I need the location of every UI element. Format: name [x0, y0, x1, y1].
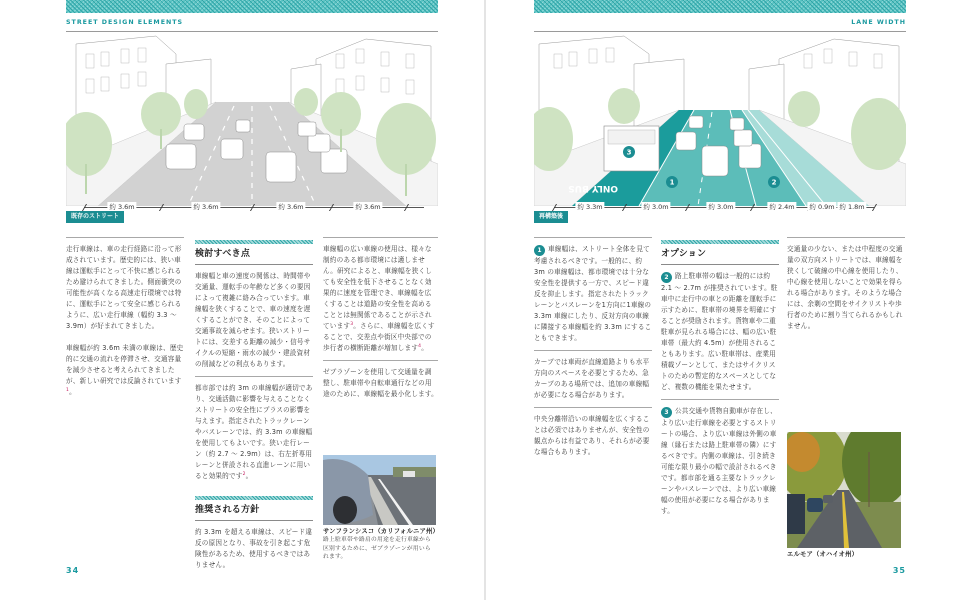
body-paragraph: 1 車線幅は、ストリート全体を見て考慮されるべきです。一般的に、約 3m の車線幅は、都市環境では十分な安全性を提供する一方で、スピード違反を抑止します。指定されたトラックレーンとバスレーンを1方向に1車線の3.3m 車線にしたり、反対方向の車線に隣接する車線幅を約 3.3m にすることもできます。 [534, 245, 652, 342]
page-number: 34 [66, 566, 80, 575]
body-paragraph: 2 路上駐車帯の幅は一般的には約 2.1 〜 2.7m が推奨されています。駐車中に走行中の車との距離を運転手に示すために、駐車帯の境界を明確にすることが奨励されます。貨物車や二重駐車が見られる場合には、幅の広い駐車帯（最大約 4.5m）が使用されることもあります。広い駐車帯は、産業用積載ゾーンとして、またはサイクリストのための暫定的なスペースとしてなど、複数の機能を果たせます。 [661, 272, 778, 391]
photo-caption [787, 550, 901, 559]
paragraph-rule [323, 360, 438, 361]
bus-lane-marking: ONLY BUS [568, 183, 618, 193]
dimension-label: 約 0.9m [809, 203, 835, 211]
section-heading [195, 496, 313, 521]
right-column-2 [661, 240, 779, 517]
dimension-label: 約 3.3m [577, 203, 603, 211]
dimension-label: 約 1.8m [839, 203, 865, 211]
body-paragraph: 車線幅と車の速度の関係は、時間帯や交通量、運転手の年齢など多くの要因によって複雑に絡み合っています。車線幅を狭くすることで、車の速度を遅くすることができ、そのことによって交通事故を減らせます。狭いストリートには、交差する距離の減少・信号サイクルの短縮・雨水の減少・建設資材の削減などの利点もあります。 [195, 272, 311, 368]
paragraph-rule [534, 407, 652, 408]
footnote-ref[interactable]: 2 [242, 471, 246, 477]
san-francisco-photo [323, 455, 436, 525]
paragraph-rule [661, 399, 779, 400]
dimension-row [534, 202, 906, 216]
dimension-label: 約 3.0m [643, 203, 669, 211]
number-badge-1: 1 [534, 245, 545, 256]
body-paragraph: 交通量の少ない、または中程度の交通量の双方向ストリートでは、車線幅を狭くして破線の中心線を使用したり、中心線を使用しないことで効果を得られる場合があります。そのような場合には、余剰の空間をサイクリストや歩行者のために割り当てられるかもしれません。 [787, 245, 903, 330]
section-title-considerations: 検討すべき点 [195, 248, 313, 265]
dimension-label: 約 3.0m [708, 203, 734, 211]
dimension-label: 約 3.6m [278, 203, 304, 211]
dimension-label: 約 3.6m [193, 203, 219, 211]
redesigned-street-illustration [534, 34, 906, 206]
body-paragraph: 都市部では約 3m の車線幅が適切であり、交通活動に影響を与えることなくストリートの安全性にプラスの影響を与えます。指定されたトラックレーンやバスレーンでは、約 3.3m の車線幅を使用してもよいです。狭い走行レーン（約 2.7 〜 2.9m）は、右左折専用レーンと併設される直進レーンに用いると効果的です$^2$。 [195, 384, 313, 480]
body-paragraph: 約 3.3m を超える車線は、スピード違反の原因となり、事故を引き起こす危険性があるため、使用するべきではありません。 [195, 528, 313, 569]
header-hatch-bar [66, 0, 438, 13]
column-rule [787, 237, 905, 238]
lane-badge-3: 3 [626, 148, 632, 157]
paragraph-rule [534, 350, 652, 351]
lane-badge-1: 1 [669, 178, 675, 187]
top-rule [66, 31, 438, 32]
body-paragraph: カーブでは車両が直線道路よりも水平方向のスペースを必要とするため、急カーブのある場所では、追加の車線幅が必要になる場合があります。 [534, 358, 650, 399]
left-column-3 [323, 237, 438, 400]
dimension-label: 約 2.4m [769, 203, 795, 211]
body-paragraph: 走行車線は、車の走行経路に沿って形成されています。歴史的には、狭い車線は運転手にとって不快に感じられるため避けられてきました。側面衝突の可能性が高くなる高速走行環境では特に、運転手にとって安全に感じられるように、広い走行車線（幅約 3.3 〜 3.9m）が好まれてきました。 [66, 245, 182, 330]
number-badge-3: 3 [661, 407, 672, 418]
paragraph-rule [195, 376, 313, 377]
footnote-ref[interactable]: 4 [418, 343, 422, 349]
column-rule [66, 237, 184, 238]
right-column-3 [787, 237, 905, 332]
section-heading [661, 240, 779, 265]
section-title-options: オプション [661, 248, 779, 265]
body-paragraph: 中央分離帯沿いの車線幅を広くすることは必須ではありませんが、安全性の観点からは有益であり、それらが必要な場合もあります。 [534, 415, 650, 456]
page-number: 35 [892, 566, 906, 575]
page-gutter [484, 0, 486, 600]
photo-caption [323, 527, 439, 562]
body-paragraph: ゼブラゾーンを使用して交通量を調整し、駐車帯や自転車通行などの用途のために、車線幅を最小化します。 [323, 368, 438, 398]
right-column-1 [534, 237, 652, 458]
section-title-recommended-policy: 推奨される方針 [195, 504, 313, 521]
running-head: LANE WIDTH [851, 19, 906, 26]
body-paragraph: 車線幅が約 3.6m 未満の車線は、歴史的に交通の流れを停滞させ、交通容量を減少させると考えられてきましたが、新しい研究では反論されています$^1$。 [66, 344, 184, 396]
elmore-photo [787, 432, 901, 548]
top-rule [534, 31, 906, 32]
heading-hatch [661, 240, 779, 244]
illustration-tag: 再構築後 [534, 211, 568, 223]
caption-text: 路上駐車帯や路肩の用途を走行車線から区別するために、ゼブラゾーンが用いられます。 [323, 537, 431, 560]
heading-hatch [195, 496, 313, 500]
lane-badge-2: 2 [771, 178, 777, 187]
footnote-ref[interactable]: 1 [66, 387, 70, 393]
dimension-label: 約 3.6m [355, 203, 381, 211]
number-badge-2: 2 [661, 272, 672, 283]
caption-title: エルモア（オハイオ州） [787, 551, 859, 558]
illustration-tag: 既存のストリート [66, 211, 124, 223]
body-paragraph: 車線幅の広い車線の使用は、様々な制約のある都市環境には適しません。研究によると、車線幅を狭くしても安全性を低下させることなく効果的に速度を管理でき、車線幅を広くすることは道路の安全性を高めることとは無関係であることが示されています$^3$。さらに、車線幅を広くすることで、交差点や街区中央部での歩行者の横断距離が増加します$^4$。 [323, 245, 435, 352]
left-column-1 [66, 237, 184, 398]
header-hatch-bar [534, 0, 906, 13]
footnote-ref[interactable]: 3 [350, 321, 354, 327]
left-column-2 [195, 240, 313, 571]
column-rule [323, 237, 438, 238]
existing-street-illustration [66, 34, 438, 206]
right-page [534, 0, 906, 600]
column-rule [534, 237, 652, 238]
running-head: STREET DESIGN ELEMENTS [66, 19, 184, 26]
dimension-label: 約 3.6m [109, 203, 135, 211]
caption-title: サンフランシスコ（カリフォルニア州） [323, 528, 439, 535]
left-page [66, 0, 438, 600]
body-paragraph: 3 公共交通や貨物自動車が存在し、より広い走行車線を必要とするストリートの場合、より広い車線は外側の車線（縁石または路上駐車帯の隣）にするべきです。内側の車線は、引き続き可能な限り最小の幅で設計されるべきです。都市部を通る主要なトラックレーンやバスレーンでは、より広い車線幅の使用が必要になる場合があります。 [661, 407, 777, 515]
heading-hatch [195, 240, 313, 244]
section-heading [195, 240, 313, 265]
dimension-tick [872, 204, 877, 211]
